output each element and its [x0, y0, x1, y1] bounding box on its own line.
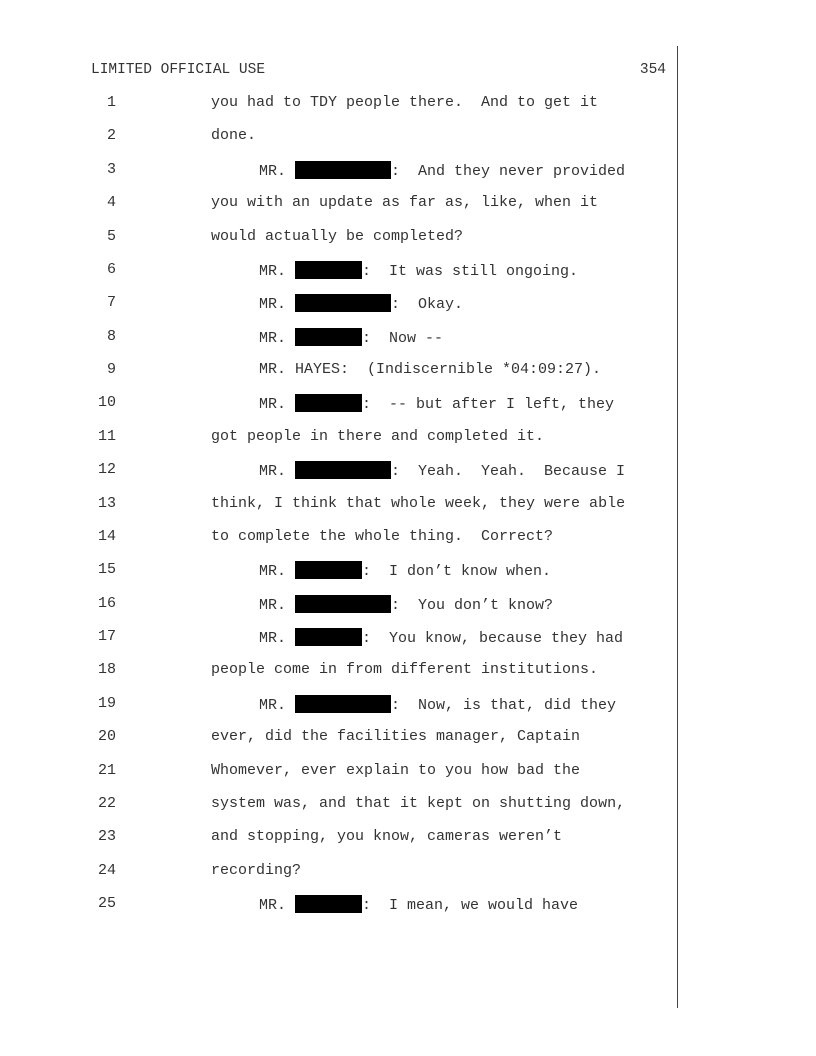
line-text [211, 528, 553, 545]
line-text [259, 261, 578, 280]
line-text [211, 828, 562, 845]
line-number: 11 [97, 427, 116, 445]
line-text-start: MR. [259, 262, 296, 280]
line-text [259, 361, 601, 378]
line-number: 5 [106, 227, 116, 245]
line-text-start: MR. [259, 563, 296, 581]
line-text-start: MR. [259, 897, 296, 914]
transcript-line [0, 895, 676, 915]
line-text-end: : -- but after I left, they [362, 396, 615, 414]
line-number: 22 [97, 794, 116, 812]
line-text [211, 428, 544, 445]
line-number: 18 [97, 661, 116, 679]
line-number: 19 [97, 694, 116, 712]
line-text [211, 795, 625, 812]
line-text-start: think, I think that whole week, they were able [211, 494, 626, 512]
line-text [211, 228, 463, 245]
line-text [211, 94, 598, 111]
line-number: 20 [97, 728, 116, 746]
line-text [259, 294, 463, 313]
transcript-line [0, 595, 676, 615]
line-number: 7 [106, 294, 116, 312]
transcript-line [0, 394, 676, 414]
classification-header: LIMITED OFFICIAL USE [91, 62, 266, 78]
line-text [211, 728, 580, 745]
line-text [259, 561, 551, 580]
line-number: 6 [106, 260, 116, 278]
line-text-end: : I don’t know when. [362, 563, 552, 581]
line-number: 15 [97, 561, 116, 579]
line-number: 21 [97, 761, 116, 779]
line-text-end: : You know, because they had [362, 630, 624, 647]
line-text [259, 595, 553, 614]
redaction-box [295, 561, 362, 579]
line-text [211, 127, 256, 144]
line-text-start: MR. [259, 396, 296, 414]
line-number: 13 [97, 494, 116, 512]
line-text-start: people come in from different institutions. [211, 661, 599, 679]
line-text [211, 661, 598, 678]
transcript-line [0, 695, 676, 715]
line-number: 17 [97, 628, 116, 645]
line-number: 12 [97, 461, 116, 479]
line-text-start: MR. [259, 463, 296, 481]
transcript-line [0, 795, 676, 815]
redaction-box [295, 695, 391, 713]
line-number: 8 [106, 327, 116, 345]
transcript-line [0, 528, 676, 548]
transcript-line [0, 661, 676, 681]
line-text [211, 194, 598, 211]
transcript-line [0, 461, 676, 481]
line-text-start: to complete the whole thing. Correct? [211, 527, 554, 545]
transcript-line [0, 828, 676, 848]
line-number: 10 [97, 394, 116, 412]
line-text-end: : You don’t know? [391, 596, 554, 614]
redaction-box [295, 628, 362, 646]
line-text-start: recording? [211, 861, 302, 879]
redaction-box [295, 394, 362, 412]
transcript-line [0, 728, 676, 748]
right-margin-rule [677, 46, 678, 1008]
line-text-end: : Now -- [362, 329, 444, 347]
line-text [259, 695, 616, 714]
line-text-end: : Okay. [391, 296, 464, 314]
line-text [259, 161, 625, 180]
transcript-line [0, 161, 676, 181]
line-text-start: you with an update as far as, like, when it [211, 194, 599, 212]
transcript-line [0, 328, 676, 348]
line-text [259, 328, 443, 347]
line-number: 23 [97, 828, 116, 846]
transcript-line [0, 194, 676, 214]
transcript-line [0, 495, 676, 515]
transcript-line [0, 428, 676, 448]
line-text [259, 895, 578, 914]
line-text [259, 461, 625, 480]
line-text-end: : It was still ongoing. [362, 262, 579, 280]
line-text-end: : I mean, we would have [362, 897, 579, 914]
line-number: 25 [97, 895, 116, 912]
line-number: 14 [97, 527, 116, 545]
transcript-line [0, 261, 676, 281]
page-number: 354 [639, 62, 666, 78]
line-text [211, 862, 301, 879]
line-number: 24 [97, 861, 116, 879]
line-text-start: system was, and that it kept on shutting down, [211, 794, 626, 812]
line-text-end: : Now, is that, did they [391, 696, 617, 714]
line-text-start: MR. [259, 162, 296, 180]
line-number: 16 [97, 594, 116, 612]
line-text-start: MR. [259, 296, 296, 314]
transcript-line [0, 762, 676, 782]
line-text-start: MR. [259, 696, 296, 714]
redaction-box [295, 595, 391, 613]
transcript-line [0, 862, 676, 882]
line-text-start: done. [211, 127, 257, 145]
transcript-line [0, 228, 676, 248]
redaction-box [295, 161, 391, 179]
line-text-start: MR. [259, 596, 296, 614]
redaction-box [295, 895, 362, 913]
line-text [211, 762, 580, 779]
redaction-box [295, 261, 362, 279]
line-text-start: would actually be completed? [211, 227, 464, 245]
transcript-line [0, 94, 676, 114]
line-text [211, 495, 625, 512]
line-number: 4 [106, 194, 116, 212]
line-text [259, 394, 614, 413]
line-text-start: got people in there and completed it. [211, 427, 545, 445]
line-text-end: : And they never provided [391, 162, 626, 180]
transcript-line [0, 561, 676, 581]
line-text-start: and stopping, you know, cameras weren’t [211, 828, 563, 846]
line-text-start: MR. HAYES: (Indiscernible *04:09:27). [259, 361, 602, 378]
line-number: 9 [106, 361, 116, 378]
transcript-line [0, 361, 676, 381]
line-text-start: MR. [259, 630, 296, 647]
transcript-line [0, 294, 676, 314]
redaction-box [295, 294, 391, 312]
transcript-line [0, 127, 676, 147]
line-text-start: ever, did the facilities manager, Captain [211, 728, 581, 746]
line-number: 3 [106, 160, 116, 178]
line-text-start: Whomever, ever explain to you how bad the [211, 761, 581, 779]
line-text-start: you had to TDY people there. And to get it [211, 94, 599, 111]
redaction-box [295, 461, 391, 479]
line-text-end: : Yeah. Yeah. Because I [391, 463, 626, 481]
transcript-line [0, 628, 676, 648]
line-number: 2 [106, 127, 116, 145]
redaction-box [295, 328, 362, 346]
line-number: 1 [106, 94, 116, 111]
line-text [259, 628, 623, 647]
line-text-start: MR. [259, 329, 296, 347]
